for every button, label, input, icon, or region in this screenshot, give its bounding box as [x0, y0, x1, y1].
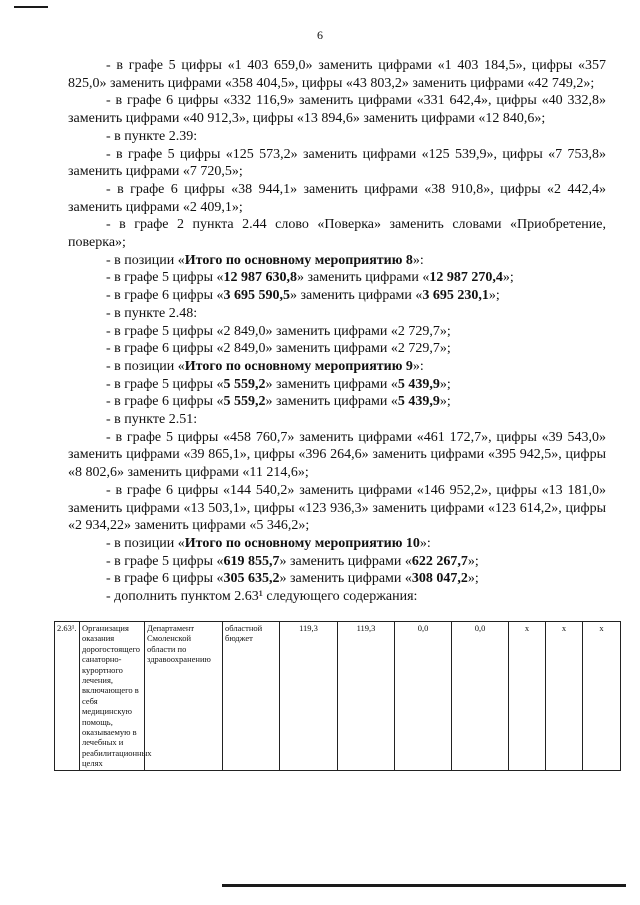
text-fragment: - в графе 5 цифры «: [106, 553, 224, 569]
text-fragment: - в графе 5 цифры «1 403 659,0» заменить цифрами «1 403 184,5», цифры «357 825,0» заменить цифрами «358 404,5», цифры «43 803,2» заменить цифрами «42 749,2»;: [68, 58, 606, 91]
text-fragment: - в графе 5 цифры «125 573,2» заменить цифрами «125 539,9», цифры «7 753,8» заменить цифрами «7 720,5»;: [68, 146, 606, 180]
text-fragment: - в графе 2 пункта 2.44 слово «Поверка» заменить словами «Приобретение, поверка»;: [68, 217, 606, 251]
text-fragment: - в пункте 2.48:: [106, 305, 198, 321]
bold-fragment: 12 987 630,8: [223, 270, 297, 286]
cell-executor: Департамент Смоленской области по здравоохранению: [145, 622, 223, 771]
amendment-paragraph: [68, 181, 606, 216]
amendment-paragraph: [68, 146, 606, 181]
cell-value: x: [546, 622, 583, 771]
amendment-paragraph: [68, 482, 606, 535]
text-fragment: » заменить цифрами «: [265, 376, 398, 392]
bold-fragment: Итого по основному мероприятию 8: [184, 252, 413, 268]
text-fragment: - в графе 5 цифры «2 849,0» заменить цифрами «2 729,7»;: [106, 323, 451, 339]
bold-fragment: 305 635,2: [223, 571, 280, 587]
bold-fragment: 12 987 270,4: [429, 270, 503, 286]
text-fragment: - в графе 5 цифры «458 760,7» заменить цифрами «461 172,7», цифры «39 543,0» заменить цифрами «39 865,1», цифры «396 264,6» заменить цифрами «395 942,5», цифры «8 802,6» заменить цифрами «11 214,6»;: [68, 429, 606, 481]
text-fragment: - в графе 6 цифры «: [106, 394, 224, 410]
cell-activity-name: Организация оказания дорогостоящего санаторно-курортного лечения, включающего в себя медицинскую помощь, оказываемую в лечебных и реабилитационных целях: [80, 622, 145, 771]
amendment-paragraph: [68, 429, 606, 482]
table-row: [55, 622, 621, 771]
bold-fragment: 5 559,2: [223, 376, 266, 392]
amendment-paragraph: [68, 358, 606, 376]
amendment-paragraph: [68, 128, 606, 146]
amendment-paragraph: [68, 92, 606, 127]
text-fragment: »;: [439, 376, 451, 392]
text-fragment: - в позиции «: [106, 358, 185, 374]
amendment-paragraph: [68, 252, 606, 270]
bold-fragment: 5 439,9: [397, 376, 440, 392]
amendment-table: [54, 621, 621, 771]
text-fragment: - в графе 6 цифры «2 849,0» заменить цифрами «2 729,7»;: [106, 341, 451, 357]
text-fragment: »;: [467, 571, 479, 587]
amendment-paragraph: [68, 57, 606, 92]
amendment-paragraph: [68, 553, 606, 571]
amendment-paragraph: [68, 376, 606, 394]
cell-value: x: [583, 622, 621, 771]
amendment-paragraph: [68, 588, 606, 606]
text-fragment: - в позиции «: [106, 535, 185, 551]
text-fragment: - в графе 6 цифры «38 944,1» заменить цифрами «38 910,8», цифры «2 442,4» заменить цифрами «2 409,1»;: [68, 181, 606, 215]
amendment-paragraph: [68, 323, 606, 341]
cell-value: 119,3: [280, 622, 338, 771]
amendment-paragraph: [68, 570, 606, 588]
text-fragment: »:: [412, 252, 424, 268]
text-fragment: - в графе 5 цифры «: [106, 270, 224, 286]
scan-mark-bottom: [222, 884, 626, 887]
amendment-paragraph: [68, 269, 606, 287]
text-fragment: - дополнить пунктом 2.63¹ следующего содержания:: [106, 589, 418, 605]
amendment-paragraph: [68, 340, 606, 358]
text-fragment: - в графе 6 цифры «: [106, 288, 224, 304]
amendment-paragraph: [68, 216, 606, 251]
cell-funding-source: областной бюджет: [223, 622, 280, 771]
bold-fragment: Итого по основному мероприятию 10: [184, 535, 420, 551]
bold-fragment: 5 439,9: [397, 394, 440, 410]
text-fragment: » заменить цифрами «: [265, 394, 398, 410]
bold-fragment: 619 855,7: [223, 553, 280, 569]
text-fragment: - в графе 6 цифры «: [106, 571, 224, 587]
cell-value: 119,3: [338, 622, 395, 771]
text-fragment: » заменить цифрами «: [279, 553, 412, 569]
bold-fragment: 622 267,7: [411, 553, 468, 569]
text-fragment: »;: [439, 394, 451, 410]
amendment-paragraph: [68, 393, 606, 411]
text-fragment: - в графе 5 цифры «: [106, 376, 224, 392]
amendment-paragraph: [68, 305, 606, 323]
text-fragment: »;: [488, 288, 500, 304]
text-fragment: » заменить цифрами «: [289, 288, 423, 304]
bold-fragment: 308 047,2: [411, 571, 468, 587]
cell-item-number: 2.63¹.: [55, 622, 80, 771]
text-fragment: » заменить цифрами «: [279, 571, 412, 587]
amendment-list: [68, 57, 606, 606]
text-fragment: » заменить цифрами «: [296, 270, 430, 286]
bold-fragment: 3 695 590,5: [223, 288, 290, 304]
amendment-paragraph: [68, 411, 606, 429]
text-fragment: - в пункте 2.39:: [106, 128, 198, 144]
text-fragment: »:: [412, 358, 424, 374]
scan-mark-top: [14, 6, 48, 8]
bold-fragment: Итого по основному мероприятию 9: [184, 358, 413, 374]
text-fragment: - в графе 6 цифры «144 540,2» заменить цифрами «146 952,2», цифры «13 181,0» заменить цифрами «13 503,1», цифры «123 936,3» заменить цифрами «123 614,2», цифры «2 934,22» заменить цифрами «5 346,2»;: [68, 482, 606, 534]
bold-fragment: 5 559,2: [223, 394, 266, 410]
amendment-paragraph: [68, 287, 606, 305]
text-fragment: - в позиции «: [106, 252, 185, 268]
text-fragment: »:: [419, 535, 431, 551]
text-fragment: - в графе 6 цифры «332 116,9» заменить цифрами «331 642,4», цифры «40 332,8» заменить цифрами «40 912,3», цифры «13 894,6» заменить цифрами «12 840,6»;: [68, 93, 606, 127]
cell-value: 0,0: [395, 622, 452, 771]
text-fragment: »;: [467, 553, 479, 569]
cell-value: 0,0: [452, 622, 509, 771]
page-number: 6: [317, 28, 323, 42]
cell-value: x: [509, 622, 546, 771]
amendment-paragraph: [68, 535, 606, 553]
text-fragment: - в пункте 2.51:: [106, 412, 198, 428]
text-fragment: »;: [502, 270, 514, 286]
bold-fragment: 3 695 230,1: [422, 288, 489, 304]
